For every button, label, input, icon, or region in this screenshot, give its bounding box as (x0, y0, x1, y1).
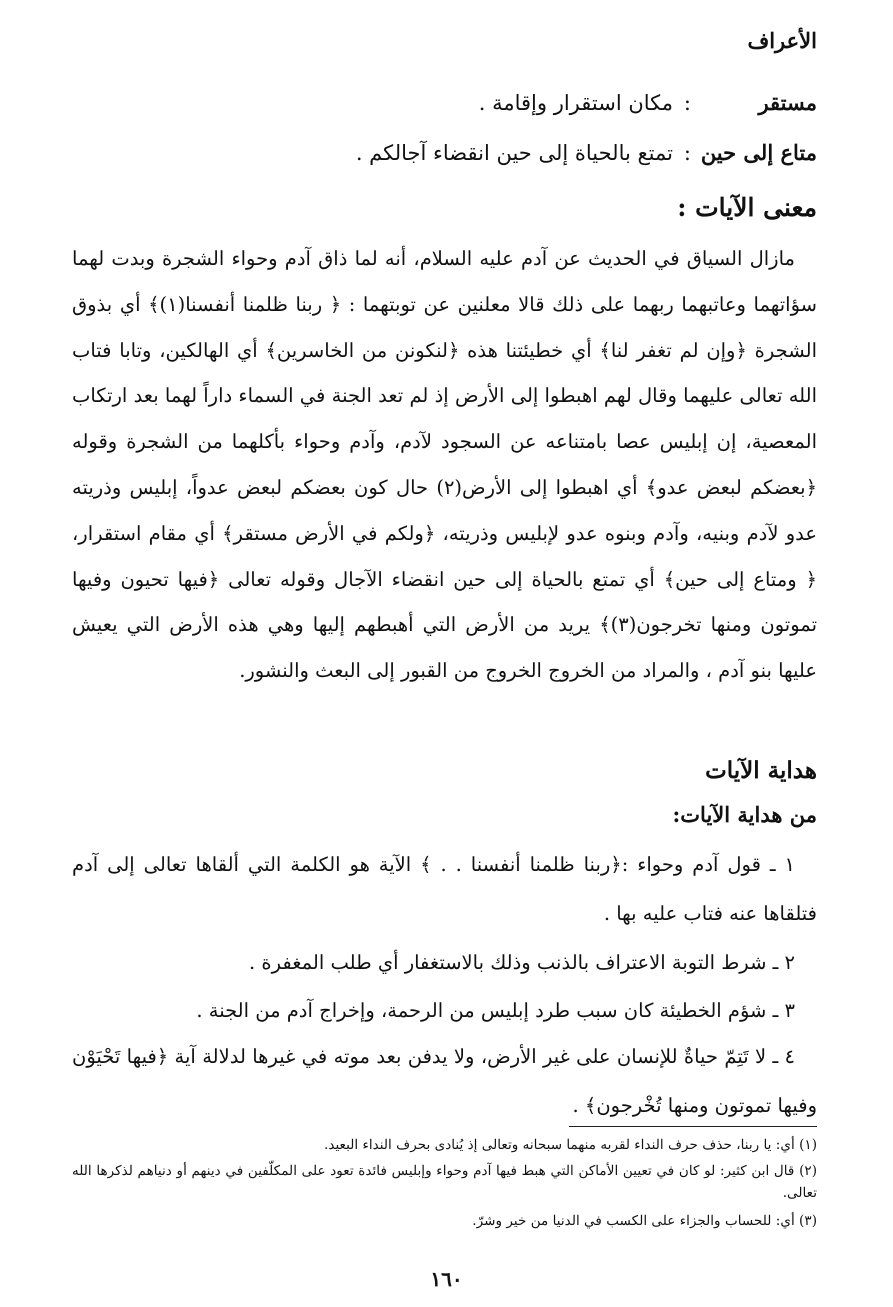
guidance-intro: من هداية الآيات: (672, 802, 817, 827)
guidance-item: ٤ ـ لا تَتِمّ حياةٌ للإنسان على غير الأرض، ولا يدفن بعد موته في غيرها لدلالة آية ﴿فيها تَحْيَوْن وفيها تموتون ومنها تُخْرجون﴾ . (72, 1045, 817, 1117)
glossary-term: متاع إلى حين (700, 140, 817, 165)
meaning-paragraph: مازال السياق في الحديث عن آدم عليه السلام، أنه لما ذاق آدم وحواء الشجرة وبدت لهما سؤاتهما وعاتبهما ربهما على ذلك قالا معلنين عن توبتهما : ﴿ ربنا ظلمنا أنفسنا(١)﴾ أي بذوق الشجرة ﴿وإن لم تغفر لنا﴾ أي خطيئتنا هذه ﴿لنكونن من الخاسرين﴾ أي الهالكين، وتابا فتاب الله تعالى عليهما وقال لهم اهبطوا إلى الأرض إذ لم تعد الجنة في السماء داراً لهما بعد ارتكاب المعصية، إن إبليس عصا بامتناعه عن السجود لآدم، وآدم وحواء بأكلهما من الشجرة وقوله ﴿بعضكم لبعض عدو﴾ أي اهبطوا إلى الأرض(٢) حال كون بعضكم لبعض عدواً، إبليس وذريته عدو لآدم وبنيه، وآدم وبنوه عدو لإبليس وذريته، ﴿ولكم في الأرض مستقر﴾ أي مقام استقرار، ﴿ ومتاع إلى حين﴾ أي تمتع بالحياة إلى حين انقضاء الآجال وقوله تعالى ﴿فيها تحيون وفيها تموتون ومنها تخرجون(٣)﴾ يريد من الأرض التي أهبطهم إليها وهي هذه الأرض التي يعيش عليها بنو آدم ، والمراد من الخروج الخروج من القبور إلى البعث والنشور. (72, 247, 818, 683)
glossary-term: مستقر (758, 90, 817, 115)
running-head: الأعراف (747, 28, 817, 53)
guidance-item: ٢ ـ شرط التوبة الاعتراف بالذنب وذلك بالاستغفار أي طلب المغفرة . (249, 951, 795, 974)
glossary-separator: : (683, 141, 691, 165)
guidance-item: ٣ ـ شؤم الخطيئة كان سبب طرد إبليس من الرحمة، وإخراج آدم من الجنة . (196, 999, 795, 1022)
meaning-heading: معنى الآيات : (677, 193, 817, 222)
glossary-entry (356, 136, 817, 170)
glossary-meaning: مكان استقرار وإقامة . (478, 91, 673, 115)
footnote: (٣) أي: للحساب والجزاء على الكسب في الدنيا من خير وشرّ. (472, 1213, 817, 1229)
guidance-heading: هداية الآيات (705, 757, 817, 784)
guidance-item: ١ ـ قول آدم وحواء :﴿ربنا ظلمنا أنفسنا . . ﴾ الآية هو الكلمة التي ألقاها تعالى إلى آدم فتلقاها عنه فتاب عليه بها . (72, 853, 817, 925)
glossary-separator: : (683, 91, 691, 115)
page-number: ١٦٠ (430, 1267, 463, 1291)
glossary-meaning: تمتع بالحياة إلى حين انقضاء آجالكم . (355, 141, 673, 165)
footnote-divider (569, 1126, 817, 1127)
glossary-entry (479, 86, 817, 120)
footnote: (٢) قال ابن كثير: لو كان في تعيين الأماكن التي هبط فيها آدم وحواء وإبليس فائدة تعود على المكلّفين في دينهم أو دنياهم لذكرها الله تعالى. (72, 1163, 817, 1201)
footnote: (١) أي: يا ربنا، حذف حرف النداء لقربه منهما سبحانه وتعالى إذ يُنادى بحرف النداء البعيد. (324, 1137, 817, 1153)
